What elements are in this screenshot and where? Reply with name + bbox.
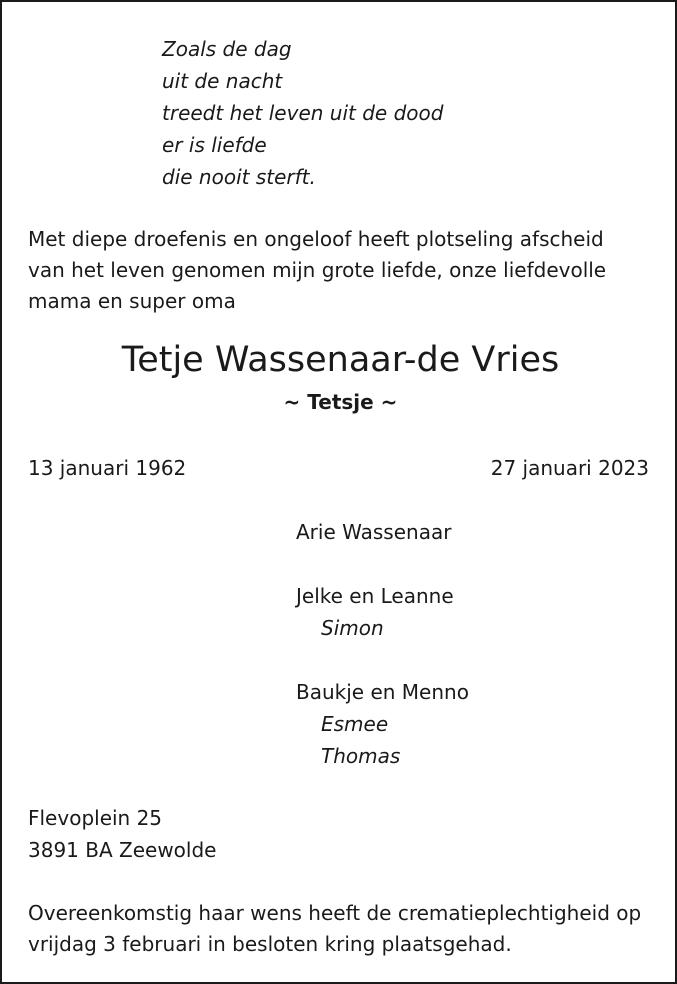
poem-line: treedt het leven uit de dood [162,101,444,125]
grandchild-name: Simon [321,616,384,640]
grandchild-name: Thomas [321,744,401,768]
closing-text [28,898,658,960]
family-parents: Jelke en Leanne [296,584,454,608]
poem-line: uit de nacht [162,69,283,93]
closing-line: Overeenkomstig haar wens heeft de crematieplechtigheid op [28,901,642,925]
poem [162,33,443,193]
poem-line: die nooit sterft. [162,165,316,189]
poem-line: er is liefde [162,133,267,157]
spacer [296,644,469,676]
announcement-line: mama en super oma [28,289,236,313]
death-date: 27 januari 2023 [490,456,649,480]
announcement-line: van het leven genomen mijn grote liefde, onze liefdevolle [28,258,607,282]
announcement-line: Met diepe droefenis en ongeloof heeft plotseling afscheid [28,227,604,251]
poem-line: Zoals de dag [162,37,292,61]
deceased-nickname: ~ Tetsje ~ [283,390,398,414]
family-parents: Baukje en Menno [296,680,469,704]
deceased-name: Tetje Wassenaar-de Vries [121,340,560,380]
address-street: Flevoplein 25 [28,806,163,830]
birth-date: 13 januari 1962 [28,456,187,480]
closing-line: vrijdag 3 februari in besloten kring plaatsgehad. [28,932,512,956]
spacer [296,548,469,580]
announcement-text [28,224,658,317]
partner-name: Arie Wassenaar [296,520,452,544]
grandchild-name: Esmee [321,712,389,736]
correspondence-address [28,802,216,866]
family-list [296,516,469,772]
address-city: 3891 BA Zeewolde [28,838,217,862]
